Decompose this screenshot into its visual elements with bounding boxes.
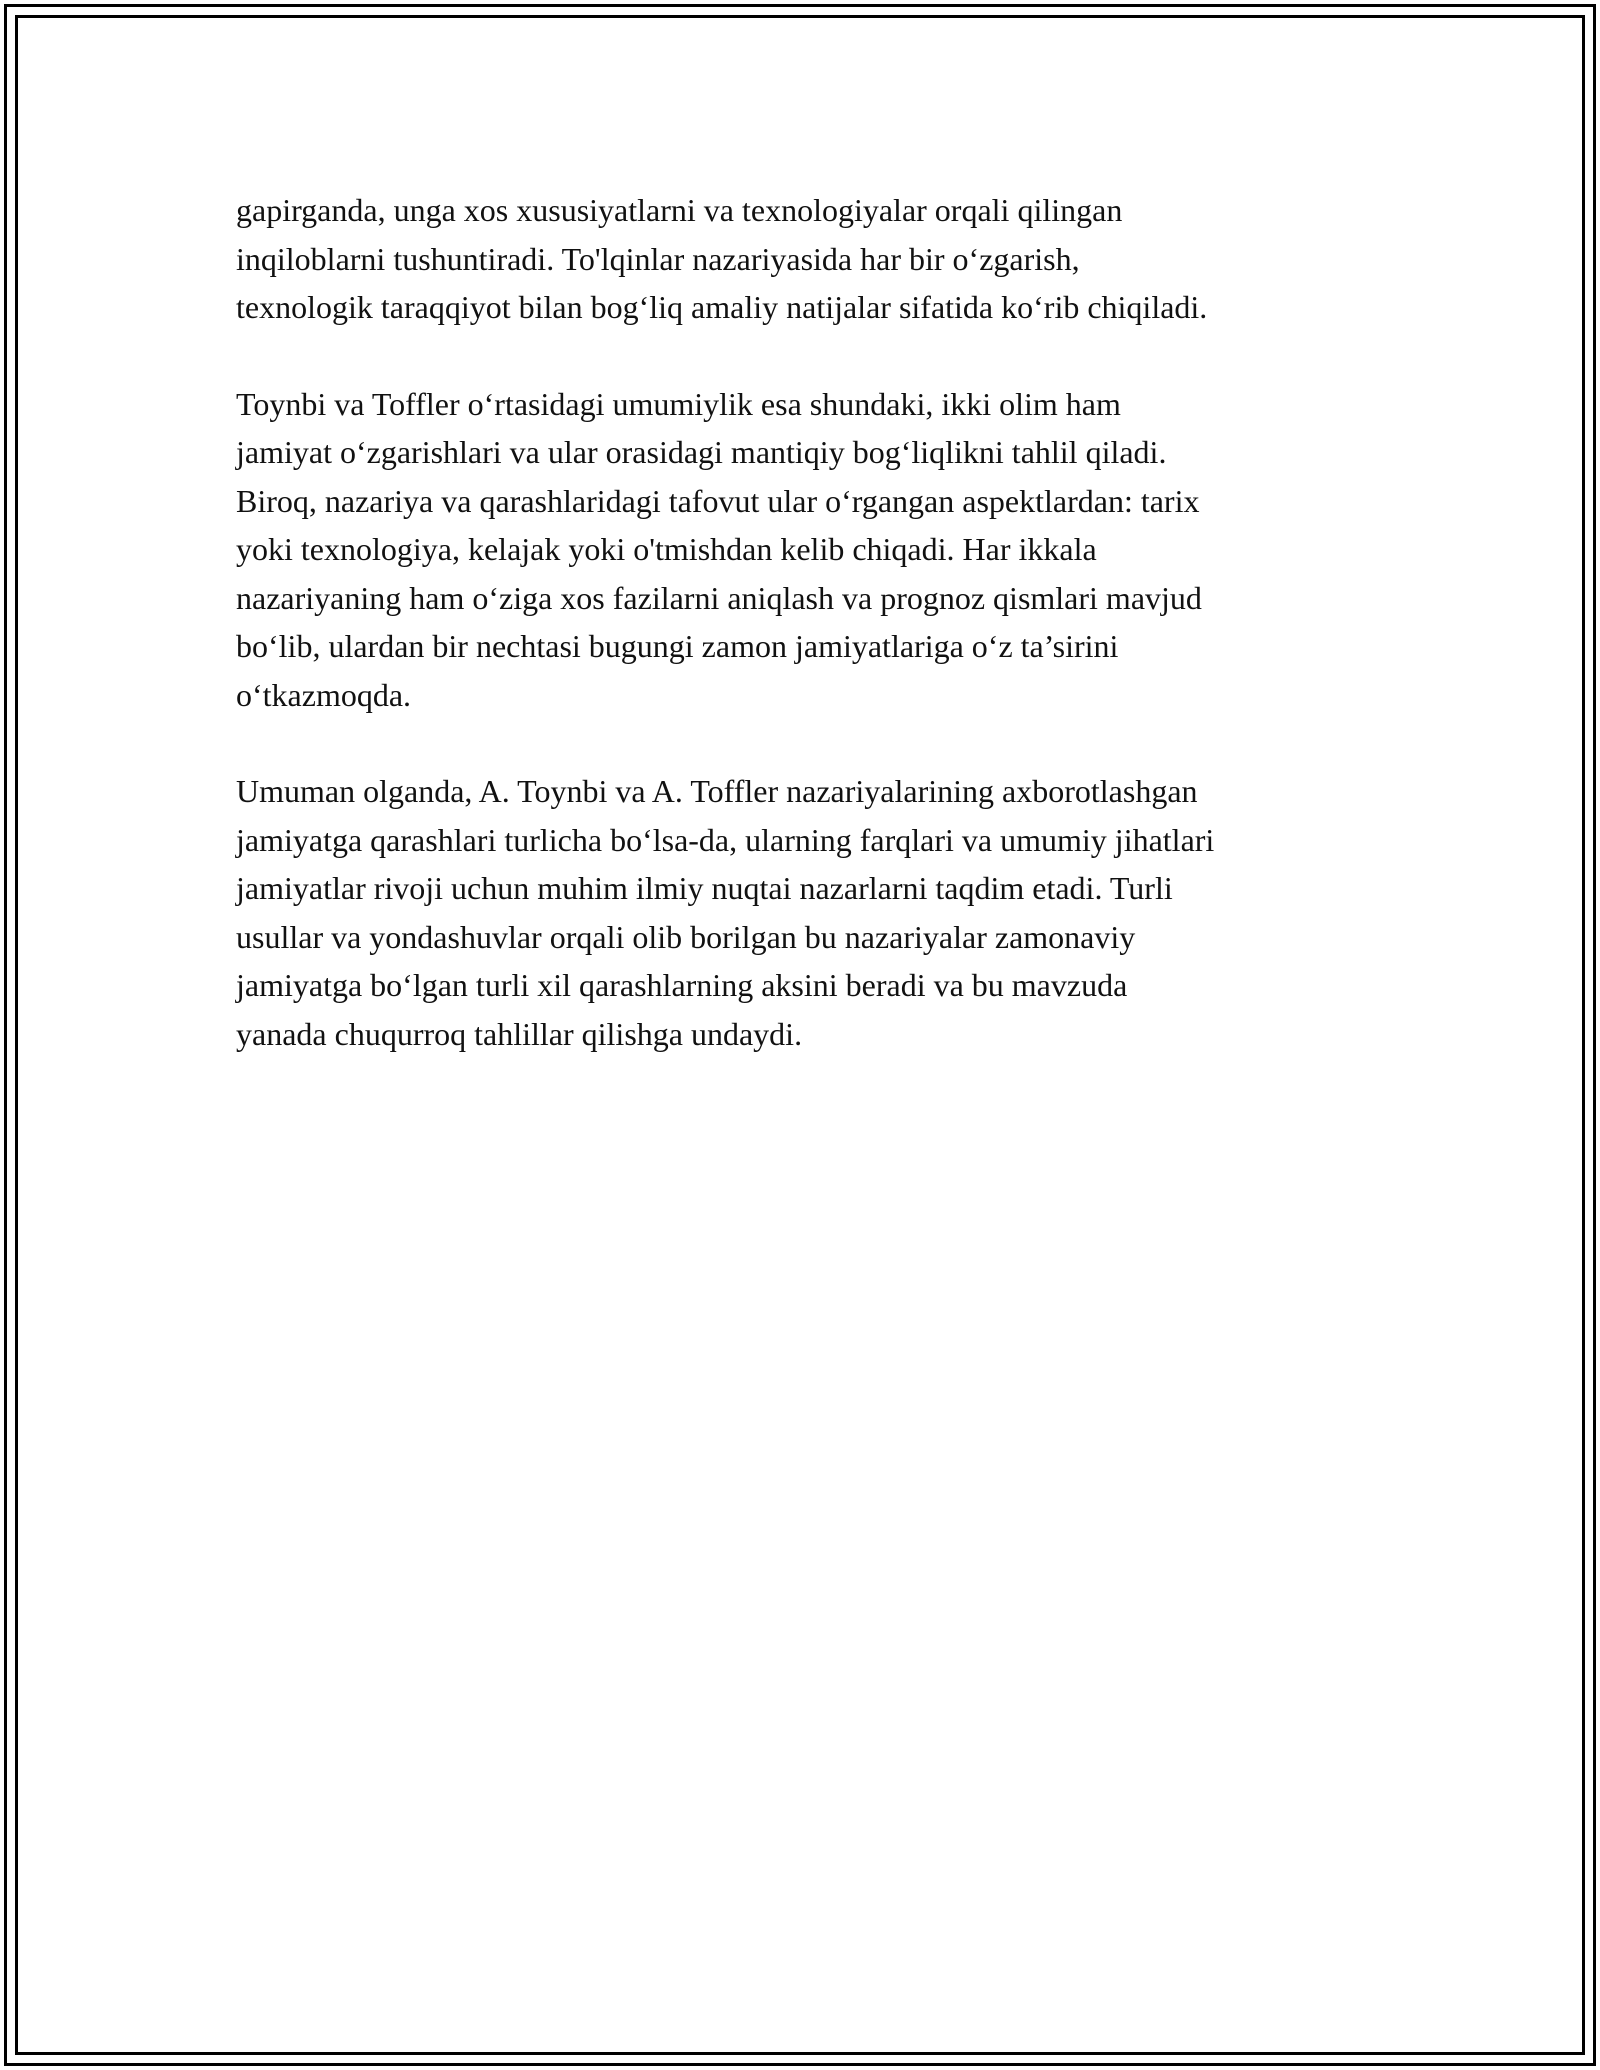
text-line: yanada chuqurroq tahlillar qilishga undaydi.	[236, 1015, 803, 1052]
text-line: gapirganda, unga xos xususiyatlarni va texnologiyalar orqali qilingan	[236, 192, 1123, 228]
paragraph-2	[236, 380, 1366, 720]
text-line: inqiloblarni tushuntiradi. To'lqinlar nazariyasida har bir o‘zgarish,	[236, 240, 1080, 277]
paragraph-1	[236, 186, 1366, 332]
text-line: jamiyatga bo‘lgan turli xil qarashlarning aksini beradi va bu mavzuda	[236, 967, 1128, 1003]
text-line: yoki texnologiya, kelajak yoki o'tmishdan kelib chiqadi. Har ikkala	[236, 531, 1097, 567]
text-line: bo‘lib, ulardan bir nechtasi bugungi zamon jamiyatlariga o‘z ta’sirini	[236, 628, 1119, 664]
text-line: usullar va yondashuvlar orqali olib borilgan bu nazariyalar zamonaviy	[236, 918, 1136, 955]
paragraph-3	[236, 767, 1366, 1058]
text-line: Toynbi va Toffler o‘rtasidagi umumiylik esa shundaki, ikki olim ham	[236, 385, 1121, 422]
text-line: jamiyat o‘zgarishlari va ular orasidagi mantiqiy bog‘liqlikni tahlil qiladi.	[236, 434, 1167, 470]
text-line: o‘tkazmoqda.	[236, 676, 412, 713]
text-line: jamiyatga qarashlari turlicha bo‘lsa-da, ularning farqlari va umumiy jihatlari	[236, 821, 1215, 858]
text-line: jamiyatlar rivoji uchun muhim ilmiy nuqtai nazarlarni taqdim etadi. Turli	[236, 870, 1173, 906]
text-line: nazariyaning ham o‘ziga xos fazilarni aniqlash va prognoz qismlari mavjud	[236, 579, 1202, 616]
text-line: Biroq, nazariya va qarashlaridagi tafovut ular o‘rgangan aspektlardan: tarix	[236, 482, 1200, 519]
text-line: Umuman olganda, A. Toynbi va A. Toffler nazariyalarining axborotlashgan	[236, 773, 1198, 809]
document-body	[236, 186, 1366, 1106]
text-line: texnologik taraqqiyot bilan bog‘liq amaliy natijalar sifatida ko‘rib chiqiladi.	[236, 289, 1208, 325]
